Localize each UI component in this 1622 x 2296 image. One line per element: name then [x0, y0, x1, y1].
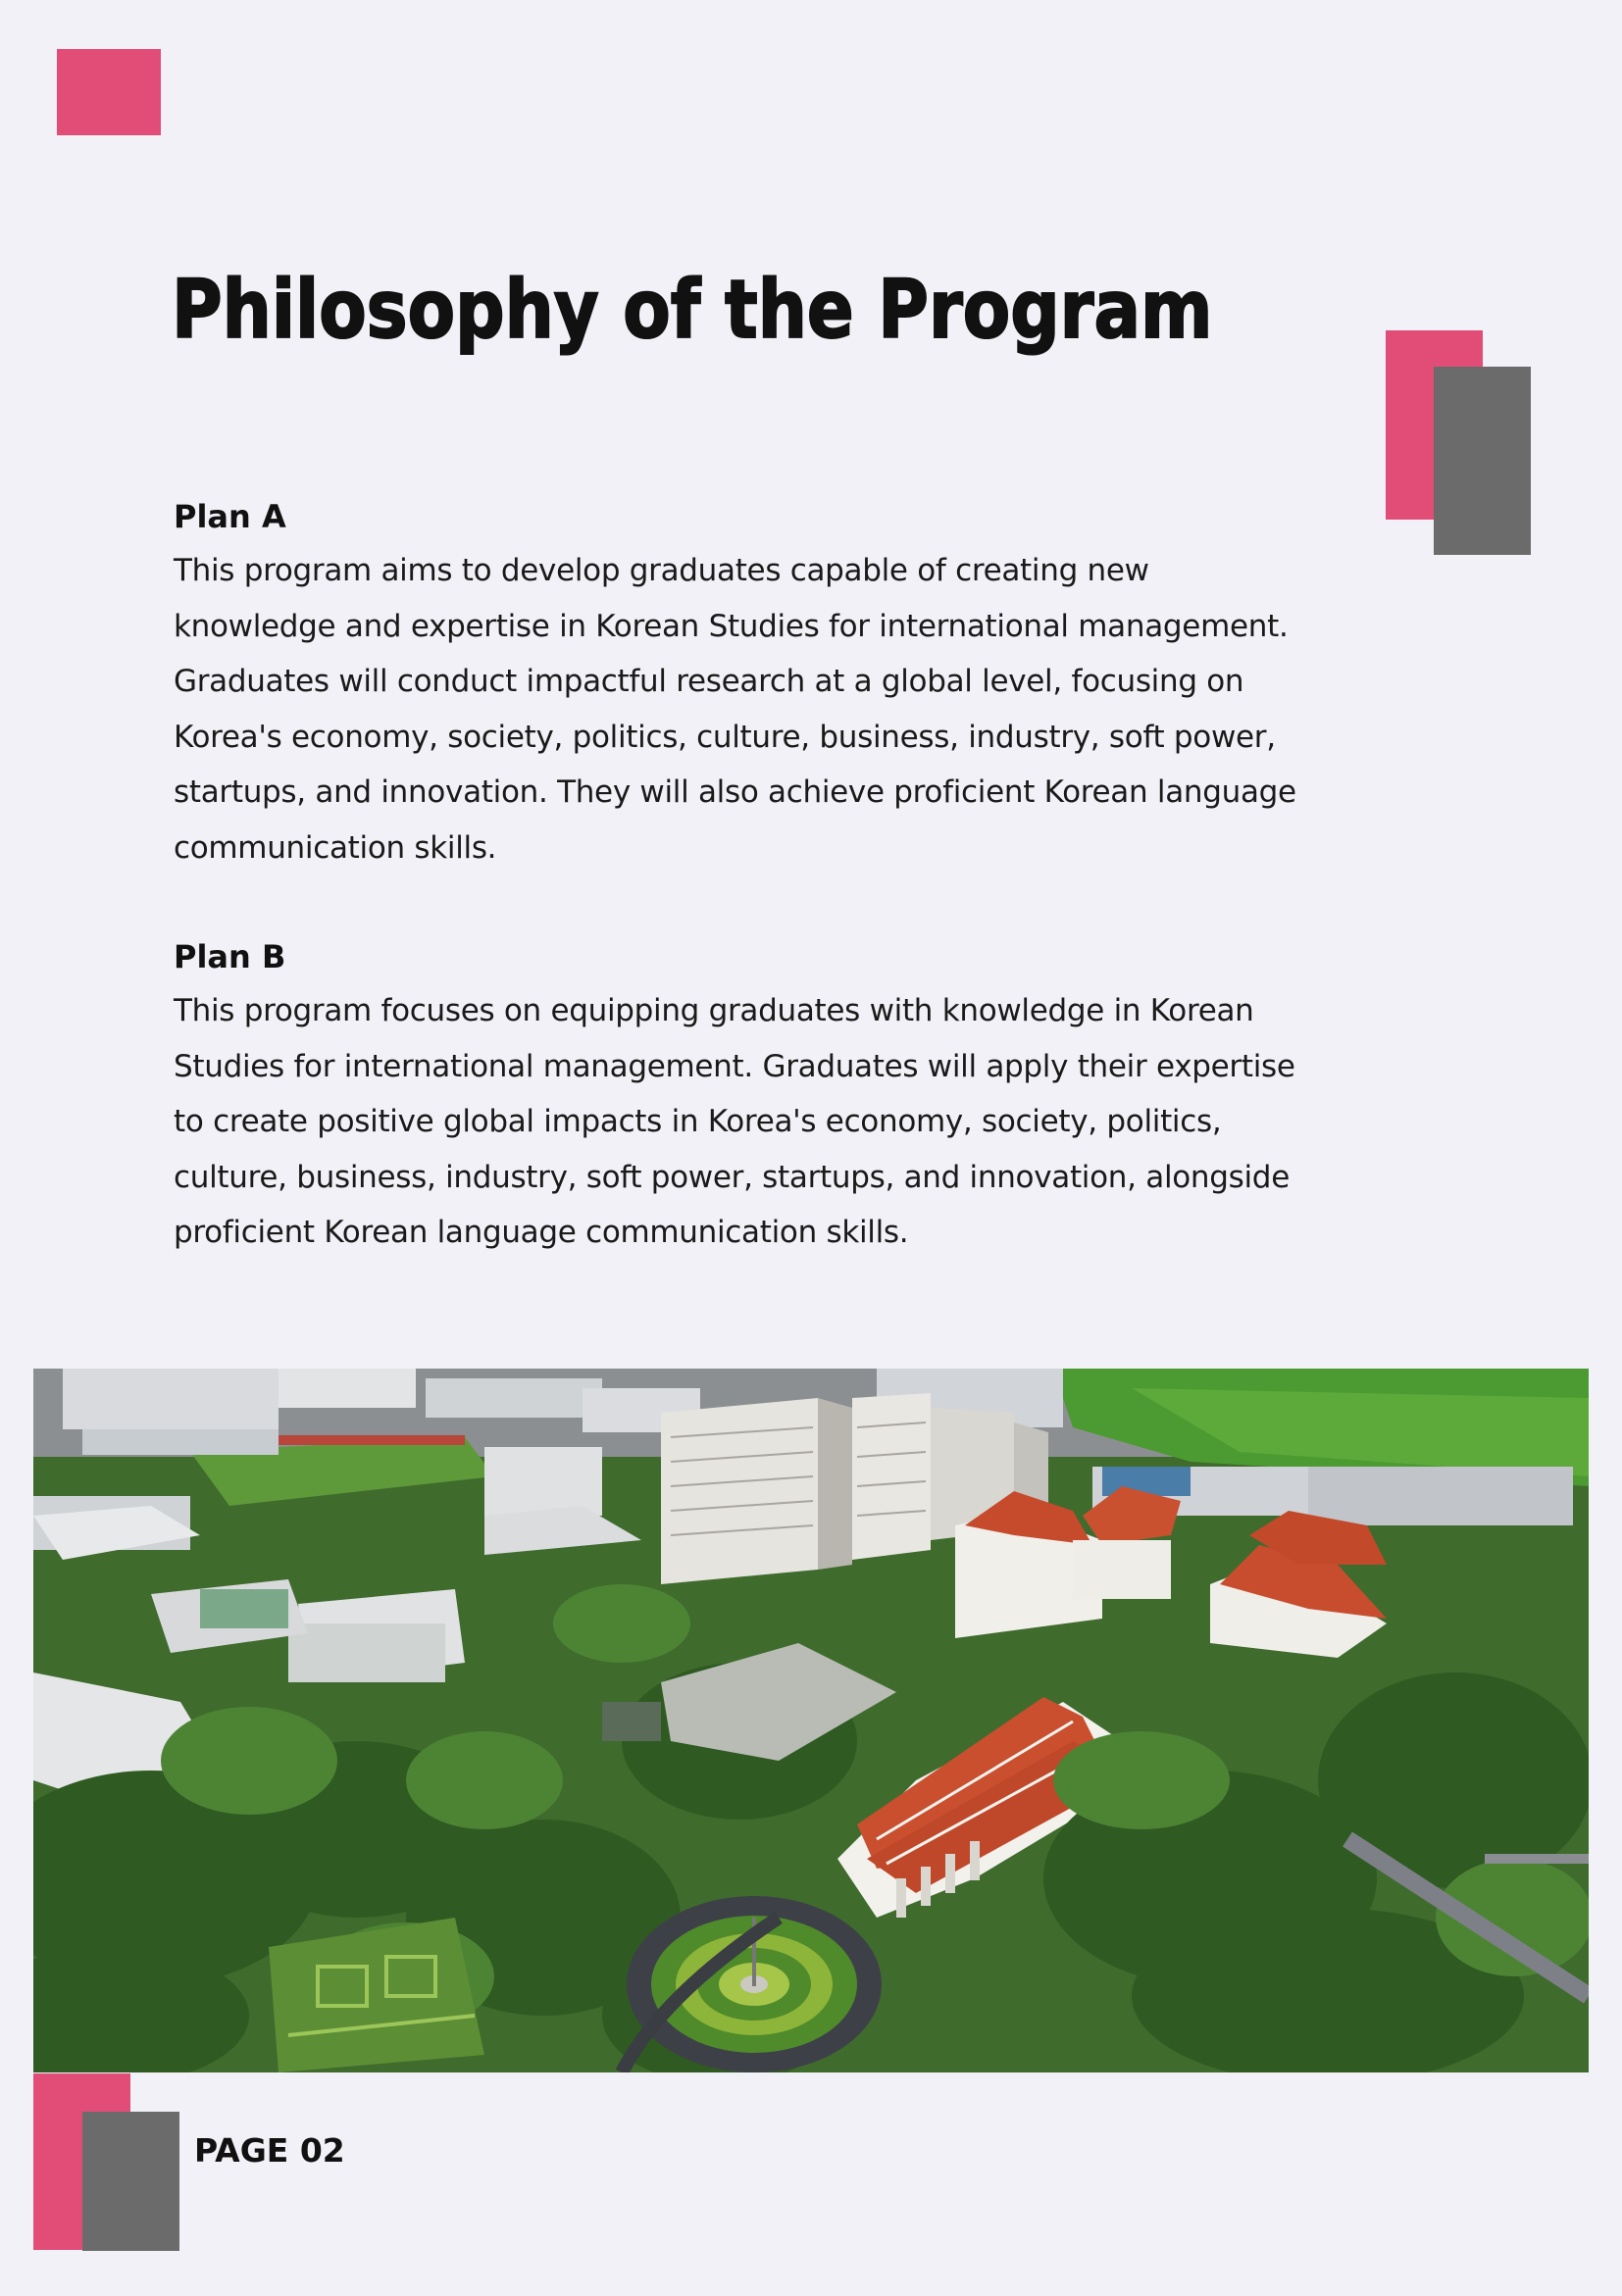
campus-aerial-photo — [33, 1369, 1589, 2072]
plan-b-section — [174, 932, 1380, 1261]
plan-a-line: knowledge and expertise in Korean Studies for international management. — [174, 608, 1289, 644]
plan-b-line: culture, business, industry, soft power, startups, and innovation, alongside — [174, 1159, 1290, 1195]
decorative-gray-block-bottom — [82, 2112, 179, 2251]
page-title: Philosophy of the Program — [172, 264, 1213, 357]
plan-b-line: This program focuses on equipping graduates with knowledge in Korean — [174, 993, 1254, 1028]
plan-a-line: startups, and innovation. They will also achieve proficient Korean language — [174, 774, 1296, 810]
decorative-pink-block-top — [57, 49, 161, 135]
page-number: PAGE 02 — [194, 2131, 345, 2170]
plan-b-line: to create positive global impacts in Korea's economy, society, politics, — [174, 1104, 1222, 1139]
plan-a-line: Graduates will conduct impactful research at a global level, focusing on — [174, 664, 1244, 699]
plan-b-line: proficient Korean language communication skills. — [174, 1215, 909, 1250]
plan-a-section — [174, 492, 1380, 875]
plan-a-line: Korea's economy, society, politics, culture, business, industry, soft power, — [174, 719, 1276, 755]
campus-aerial-illustration — [33, 1369, 1589, 2072]
plan-b-line: Studies for international management. Graduates will apply their expertise — [174, 1048, 1295, 1084]
plan-a-line: communication skills. — [174, 829, 497, 866]
plan-b-heading: Plan B — [174, 938, 286, 975]
plan-a-line: This program aims to develop graduates capable of creating new — [174, 553, 1149, 588]
plan-a-heading: Plan A — [174, 498, 286, 535]
decorative-gray-block-right — [1434, 367, 1531, 555]
plan-b-body — [174, 983, 1380, 1261]
plan-a-body — [174, 543, 1380, 875]
